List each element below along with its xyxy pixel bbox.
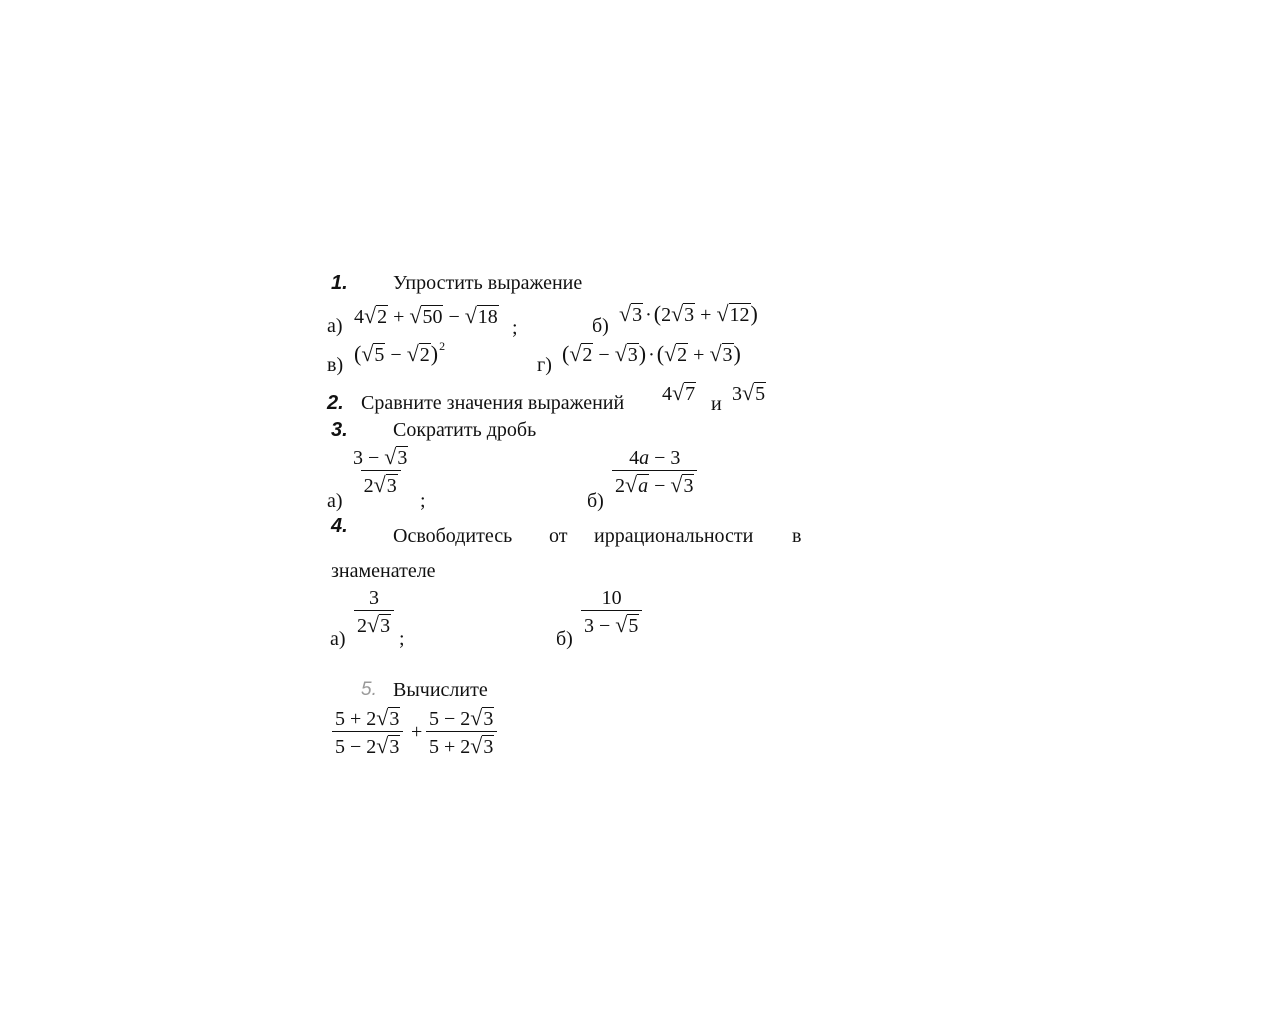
radical: √ 3 <box>671 301 695 326</box>
coefficient: 3 <box>732 383 742 405</box>
task-3b-label: б) <box>587 490 604 512</box>
task-1-title: Упростить выражение <box>393 272 583 294</box>
task-5-number: 5. <box>361 679 377 700</box>
task-1b-label: б) <box>592 315 609 337</box>
task-3-title: Сократить дробь <box>393 419 537 441</box>
numerator: 10 <box>601 587 622 609</box>
radical: √ 12 <box>716 301 750 326</box>
task-4b-fraction <box>581 588 642 636</box>
task-5-fraction-2 <box>426 707 497 757</box>
radical: √ 2 <box>406 341 430 366</box>
task-3a-label: а) <box>327 490 343 512</box>
operator: − <box>448 306 460 328</box>
denominator: 2 √ 3 <box>354 610 394 636</box>
task-4-number: 4. <box>331 515 348 537</box>
task-4b-label: б) <box>556 628 573 650</box>
task-1v-expression <box>354 339 446 366</box>
task-4-word-4: в <box>792 525 802 547</box>
radical: √ 2 <box>364 303 388 328</box>
paren: ) <box>638 341 647 366</box>
denominator: 2 √ 3 <box>361 470 401 496</box>
task-1a-expression <box>354 305 499 327</box>
denominator: 5 − 2 √ 3 <box>332 731 403 757</box>
radical: √ 3 <box>614 341 638 366</box>
denominator: 3 − √ 5 <box>581 610 642 636</box>
operator: · <box>645 304 652 326</box>
radical: √ 2 <box>664 341 688 366</box>
task-1g-expression <box>562 343 741 365</box>
task-4-text-line-2: знаменателе <box>331 560 436 582</box>
paren: ( <box>562 341 570 366</box>
task-2-expression-1 <box>662 382 696 404</box>
radical: √ 3 <box>619 301 643 326</box>
numerator: 5 + 2 √ 3 <box>335 705 400 730</box>
operator: + <box>693 344 705 366</box>
paren: ) <box>733 341 741 366</box>
task-4-word-3: иррациональности <box>594 525 754 547</box>
paren: ( <box>354 341 362 366</box>
task-4a-semicolon: ; <box>399 628 405 650</box>
task-5-fraction-1 <box>332 707 403 757</box>
task-1v-label: в) <box>327 354 344 376</box>
operator: + <box>700 304 712 326</box>
radical: √ 7 <box>672 380 696 405</box>
operator: − <box>598 344 610 366</box>
task-2-expression-2 <box>732 382 766 404</box>
task-4-word-1: Освободитесь <box>393 525 513 547</box>
radical: √ 3 <box>709 341 733 366</box>
coefficient: 4 <box>662 383 672 405</box>
operator: + <box>393 306 405 328</box>
denominator: 5 + 2 √ 3 <box>426 731 497 757</box>
task-1g-label: г) <box>537 354 552 376</box>
radical: √ 5 <box>742 380 766 405</box>
paren: ( <box>656 341 665 366</box>
task-2-text: Сравните значения выражений <box>361 392 625 414</box>
numerator: 3 <box>369 587 380 609</box>
paren: ) <box>430 341 439 366</box>
task-4-word-2: от <box>549 525 568 547</box>
task-4a-label: а) <box>330 628 346 650</box>
task-3-number: 3. <box>331 419 348 441</box>
radical: √ 5 <box>361 341 385 366</box>
task-2-number: 2. <box>327 392 344 414</box>
numerator: 5 − 2 √ 3 <box>429 705 494 730</box>
denominator: 2 √ a − √ 3 <box>612 470 697 496</box>
task-3a-fraction <box>350 446 411 496</box>
paren: ( <box>653 301 662 326</box>
radical: √ 50 <box>409 303 443 328</box>
task-1-number: 1. <box>331 272 348 294</box>
task-5-plus: + <box>411 721 423 743</box>
task-1b-expression <box>619 303 758 325</box>
task-5-title: Вычислите <box>393 679 488 701</box>
task-1a-semicolon: ; <box>512 317 518 339</box>
task-3b-fraction <box>612 448 697 496</box>
task-4a-fraction <box>354 588 394 636</box>
numerator: 4 a − 3 <box>629 447 681 469</box>
exponent: 2 <box>439 339 446 353</box>
radical: √ 18 <box>464 303 498 328</box>
task-3a-semicolon: ; <box>420 490 426 512</box>
task-1a-label: а) <box>327 315 343 337</box>
operator: − <box>390 344 402 366</box>
coefficient: 4 <box>354 306 364 328</box>
task-2-and: и <box>711 393 722 415</box>
paren: ) <box>750 301 758 326</box>
radical: √ 2 <box>569 341 593 366</box>
coefficient: 2 <box>661 304 672 326</box>
numerator: 3 − √ 3 <box>353 444 408 469</box>
operator: · <box>648 344 655 366</box>
